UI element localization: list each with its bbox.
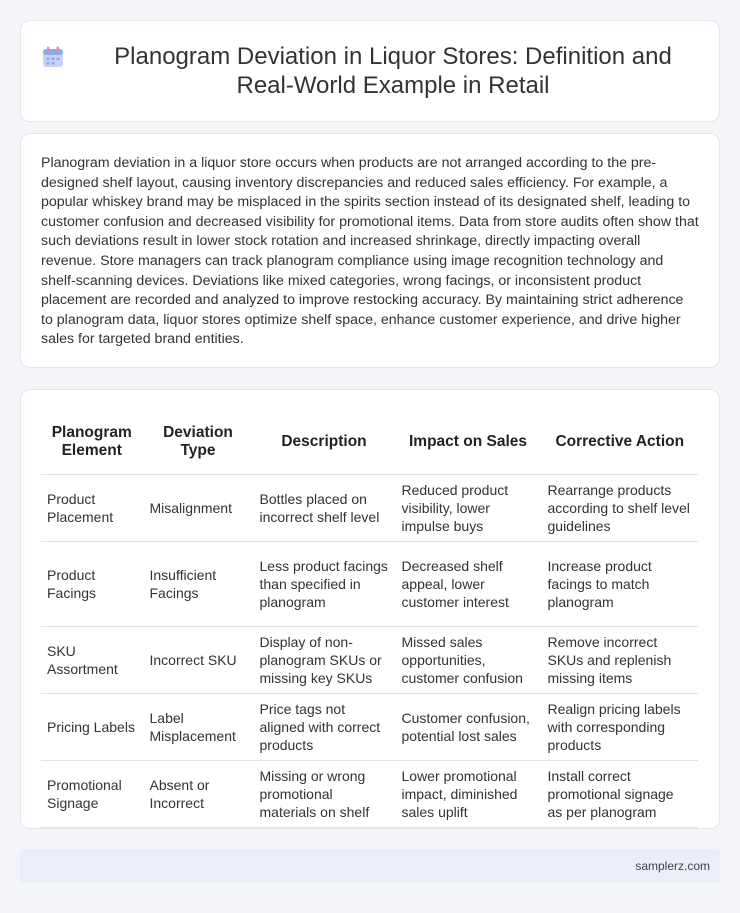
footer-site-link[interactable]: samplerz.com [635, 859, 710, 873]
table-row [41, 541, 698, 626]
table-row [41, 760, 698, 827]
table-header-row [41, 410, 698, 474]
table-row [41, 626, 698, 693]
column-header: Planogram Element [41, 410, 143, 474]
table-cell: Missed sales opportunities, customer confusion [395, 626, 541, 693]
table-cell: Customer confusion, potential lost sales [395, 693, 541, 760]
table-cell: Remove incorrect SKUs and replenish missing items [541, 626, 698, 693]
table-cell: Misalignment [143, 474, 253, 541]
table-cell: Install correct promotional signage as per planogram [541, 760, 698, 827]
table-row [41, 474, 698, 541]
table-cell: Rearrange products according to shelf level guidelines [541, 474, 698, 541]
table-cell: Price tags not aligned with correct products [253, 693, 395, 760]
table-cell: Reduced product visibility, lower impulse buys [395, 474, 541, 541]
title-wrap [21, 21, 719, 121]
intro-paragraph: Planogram deviation in a liquor store occurs when products are not arranged according to the pre-designed shelf layout, causing inventory discrepancies and reduced sales efficiency. For example, a popular whiskey brand may be misplaced in the spirits section instead of its designated shelf, leading to customer confusion and decreased visibility for promotional items. Data from store audits often show that such deviations result in lower stock rotation and increased shrinkage, directly impacting overall revenue. Store managers can track planogram compliance using image recognition technology and shelf-scanning devices. Deviations like mixed categories, wrong facings, or inconsistent product placement are recorded and analyzed to improve restocking accuracy. By maintaining strict adherence to planogram data, liquor stores optimize shelf space, enhance customer experience, and drive higher sales for targeted brand entities. [41, 155, 699, 348]
table-cell: Incorrect SKU [143, 626, 253, 693]
footer [20, 849, 720, 883]
table-cell: Missing or wrong promotional materials on shelf [253, 760, 395, 827]
column-header: Impact on Sales [395, 410, 541, 474]
table-row [41, 693, 698, 760]
deviation-table [41, 410, 698, 828]
table-cell: Insufficient Facings [143, 541, 253, 626]
calendar-icon [41, 45, 65, 69]
table-cell: Display of non-planogram SKUs or missing key SKUs [253, 626, 395, 693]
table-card [20, 389, 720, 829]
column-header: Description [253, 410, 395, 474]
table-cell: Decreased shelf appeal, lower customer interest [395, 541, 541, 626]
title-card [20, 20, 720, 122]
table-cell: Promotional Signage [41, 760, 143, 827]
column-header: Corrective Action [541, 410, 698, 474]
table-cell: Product Facings [41, 541, 143, 626]
column-header: Deviation Type [143, 410, 253, 474]
intro-card [20, 133, 720, 368]
table-cell: Product Placement [41, 474, 143, 541]
table-cell: Less product facings than specified in planogram [253, 541, 395, 626]
table-cell: SKU Assortment [41, 626, 143, 693]
table-cell: Bottles placed on incorrect shelf level [253, 474, 395, 541]
table-cell: Lower promotional impact, diminished sales uplift [395, 760, 541, 827]
table-cell: Increase product facings to match planogram [541, 541, 698, 626]
table-cell: Absent or Incorrect [143, 760, 253, 827]
table-cell: Pricing Labels [41, 693, 143, 760]
table-cell: Realign pricing labels with corresponding products [541, 693, 698, 760]
page-title: Planogram Deviation in Liquor Stores: Definition and Real-World Example in Retail [114, 43, 672, 99]
table-cell: Label Misplacement [143, 693, 253, 760]
